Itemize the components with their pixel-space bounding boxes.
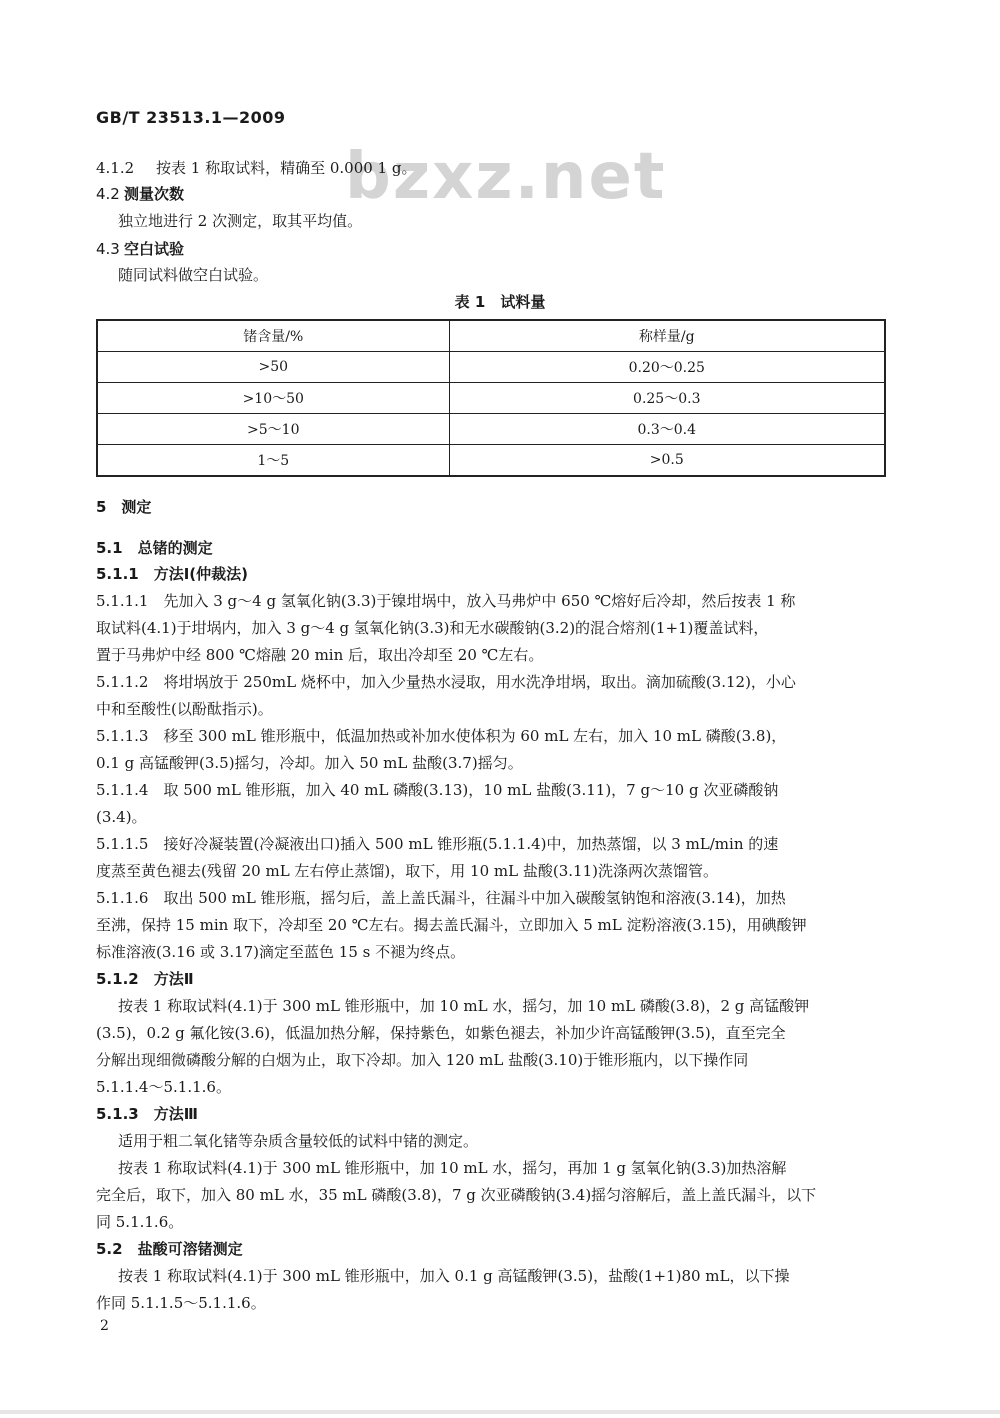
standard-code-header: GB/T 23513.1—2009 <box>96 108 286 127</box>
paragraph-line: 5.1.1.4～5.1.1.6。 <box>96 1078 231 1096</box>
page-number: 2 <box>100 1318 109 1334</box>
table-cell: >50 <box>97 352 449 383</box>
table-row <box>97 445 885 477</box>
table-header-cell: 称样量/g <box>449 320 885 352</box>
heading-5-2: 5.2 盐酸可溶锗测定 <box>96 1240 243 1258</box>
table-cell: >5～10 <box>97 414 449 445</box>
table-cell: 0.3～0.4 <box>449 414 885 445</box>
paragraph-line: 5.1.1.5 接好冷凝装置(冷凝液出口)插入 500 mL 锥形瓶(5.1.1.4)中，加热蒸馏，以 3 mL/min 的速 <box>96 835 779 853</box>
paragraph-line: 完全后，取下，加入 80 mL 水，35 mL 磷酸(3.8)，7 g 次亚磷酸钠(3.4)摇匀溶解后，盖上盖氏漏斗，以下 <box>96 1186 817 1204</box>
paragraph-line: 按表 1 称取试料(4.1)于 300 mL 锥形瓶中，加 10 mL 水，摇匀，加 10 mL 磷酸(3.8)，2 g 高锰酸钾 <box>118 997 810 1015</box>
paragraph-line: 作同 5.1.1.5～5.1.1.6。 <box>96 1294 266 1312</box>
paragraph-line: 至沸，保持 15 min 取下，冷却至 20 ℃左右。揭去盖氏漏斗，立即加入 5 mL 淀粉溶液(3.15)，用碘酸钾 <box>96 916 807 934</box>
paragraph-line: 5.1.1.3 移至 300 mL 锥形瓶中，低温加热或补加水使体积为 60 mL 左右，加入 10 mL 磷酸(3.8)， <box>96 727 787 745</box>
heading-5-1-3: 5.1.3 方法Ⅲ <box>96 1105 198 1123</box>
table-row <box>97 352 885 383</box>
table-cell: 1～5 <box>97 445 449 477</box>
table-cell: >0.5 <box>449 445 885 477</box>
paragraph-line: 标准溶液(3.16 或 3.17)滴定至蓝色 15 s 不褪为终点。 <box>96 943 466 961</box>
clause-4-1-2: 4.1.2 按表 1 称取试料，精确至 0.000 1 g。 <box>96 159 417 177</box>
heading-4-3: 4.3 空白试验 <box>96 240 185 258</box>
paragraph-line: 5.1.1.2 将坩埚放于 250mL 烧杯中，加入少量热水浸取，用水洗净坩埚，取出。滴加硫酸(3.12)，小心 <box>96 673 796 691</box>
paragraph-line: 5.1.1.6 取出 500 mL 锥形瓶，摇匀后，盖上盖氏漏斗，往漏斗中加入碳酸氢钠饱和溶液(3.14)，加热 <box>96 889 786 907</box>
table-row <box>97 383 885 414</box>
table-cell: 0.25～0.3 <box>449 383 885 414</box>
paragraph-4-3: 随同试料做空白试验。 <box>118 266 269 284</box>
heading-5-1-1: 5.1.1 方法Ⅰ(仲裁法) <box>96 565 249 583</box>
heading-5-1: 5.1 总锗的测定 <box>96 539 213 557</box>
paragraph-line: 5.1.1.4 取 500 mL 锥形瓶，加入 40 mL 磷酸(3.13)，10 mL 盐酸(3.11)，7 g～10 g 次亚磷酸钠 <box>96 781 779 799</box>
table-row <box>97 414 885 445</box>
watermark: bzxz.net <box>345 140 667 214</box>
paragraph-line: 适用于粗二氧化锗等杂质含量较低的试料中锗的测定。 <box>118 1132 479 1150</box>
paragraph-line: 分解出现细微磷酸分解的白烟为止，取下冷却。加入 120 mL 盐酸(3.10)于锥形瓶内，以下操作同 <box>96 1051 749 1069</box>
table-cell: 0.20～0.25 <box>449 352 885 383</box>
paragraph-line: 度蒸至黄色褪去(残留 20 mL 左右停止蒸馏)，取下，用 10 mL 盐酸(3.11)洗涤两次蒸馏管。 <box>96 862 718 880</box>
paragraph-line: 按表 1 称取试料(4.1)于 300 mL 锥形瓶中，加 10 mL 水，摇匀，再加 1 g 氢氧化钠(3.3)加热溶解 <box>118 1159 787 1177</box>
paragraph-line: 0.1 g 高锰酸钾(3.5)摇匀，冷却。加入 50 mL 盐酸(3.7)摇匀。 <box>96 754 523 772</box>
heading-4-2: 4.2 测量次数 <box>96 185 185 203</box>
paragraph-line: 置于马弗炉中经 800 ℃熔融 20 min 后，取出冷却至 20 ℃左右。 <box>96 646 544 664</box>
paragraph-line: 取试料(4.1)于坩埚内，加入 3 g～4 g 氢氧化钠(3.3)和无水碳酸钠(3.2)的混合熔剂(1+1)覆盖试料， <box>96 619 769 637</box>
paragraph-line: 按表 1 称取试料(4.1)于 300 mL 锥形瓶中，加入 0.1 g 高锰酸钾(3.5)，盐酸(1+1)80 mL，以下操 <box>118 1267 790 1285</box>
heading-5-1-2: 5.1.2 方法Ⅱ <box>96 970 194 988</box>
page-bottom-edge <box>0 1410 1000 1414</box>
table-caption: 表 1 试料量 <box>454 293 546 311</box>
paragraph-line: (3.5)，0.2 g 氟化铵(3.6)，低温加热分解，保持紫色，如紫色褪去，补加少许高锰酸钾(3.5)，直至完全 <box>96 1024 786 1042</box>
paragraph-line: 中和至酸性(以酚酞指示)。 <box>96 700 273 718</box>
table-header-cell: 锗含量/% <box>97 320 449 352</box>
table-cell: >10～50 <box>97 383 449 414</box>
table-header-row <box>97 320 885 352</box>
paragraph-line: 同 5.1.1.6。 <box>96 1213 184 1231</box>
heading-5: 5 测定 <box>96 498 152 516</box>
paragraph-line: 5.1.1.1 先加入 3 g～4 g 氢氧化钠(3.3)于镍坩埚中，放入马弗炉中 650 ℃熔好后冷却，然后按表 1 称 <box>96 592 796 610</box>
sample-mass-table <box>96 319 886 477</box>
paragraph-4-2: 独立地进行 2 次测定，取其平均值。 <box>118 212 363 230</box>
paragraph-line: (3.4)。 <box>96 808 147 826</box>
